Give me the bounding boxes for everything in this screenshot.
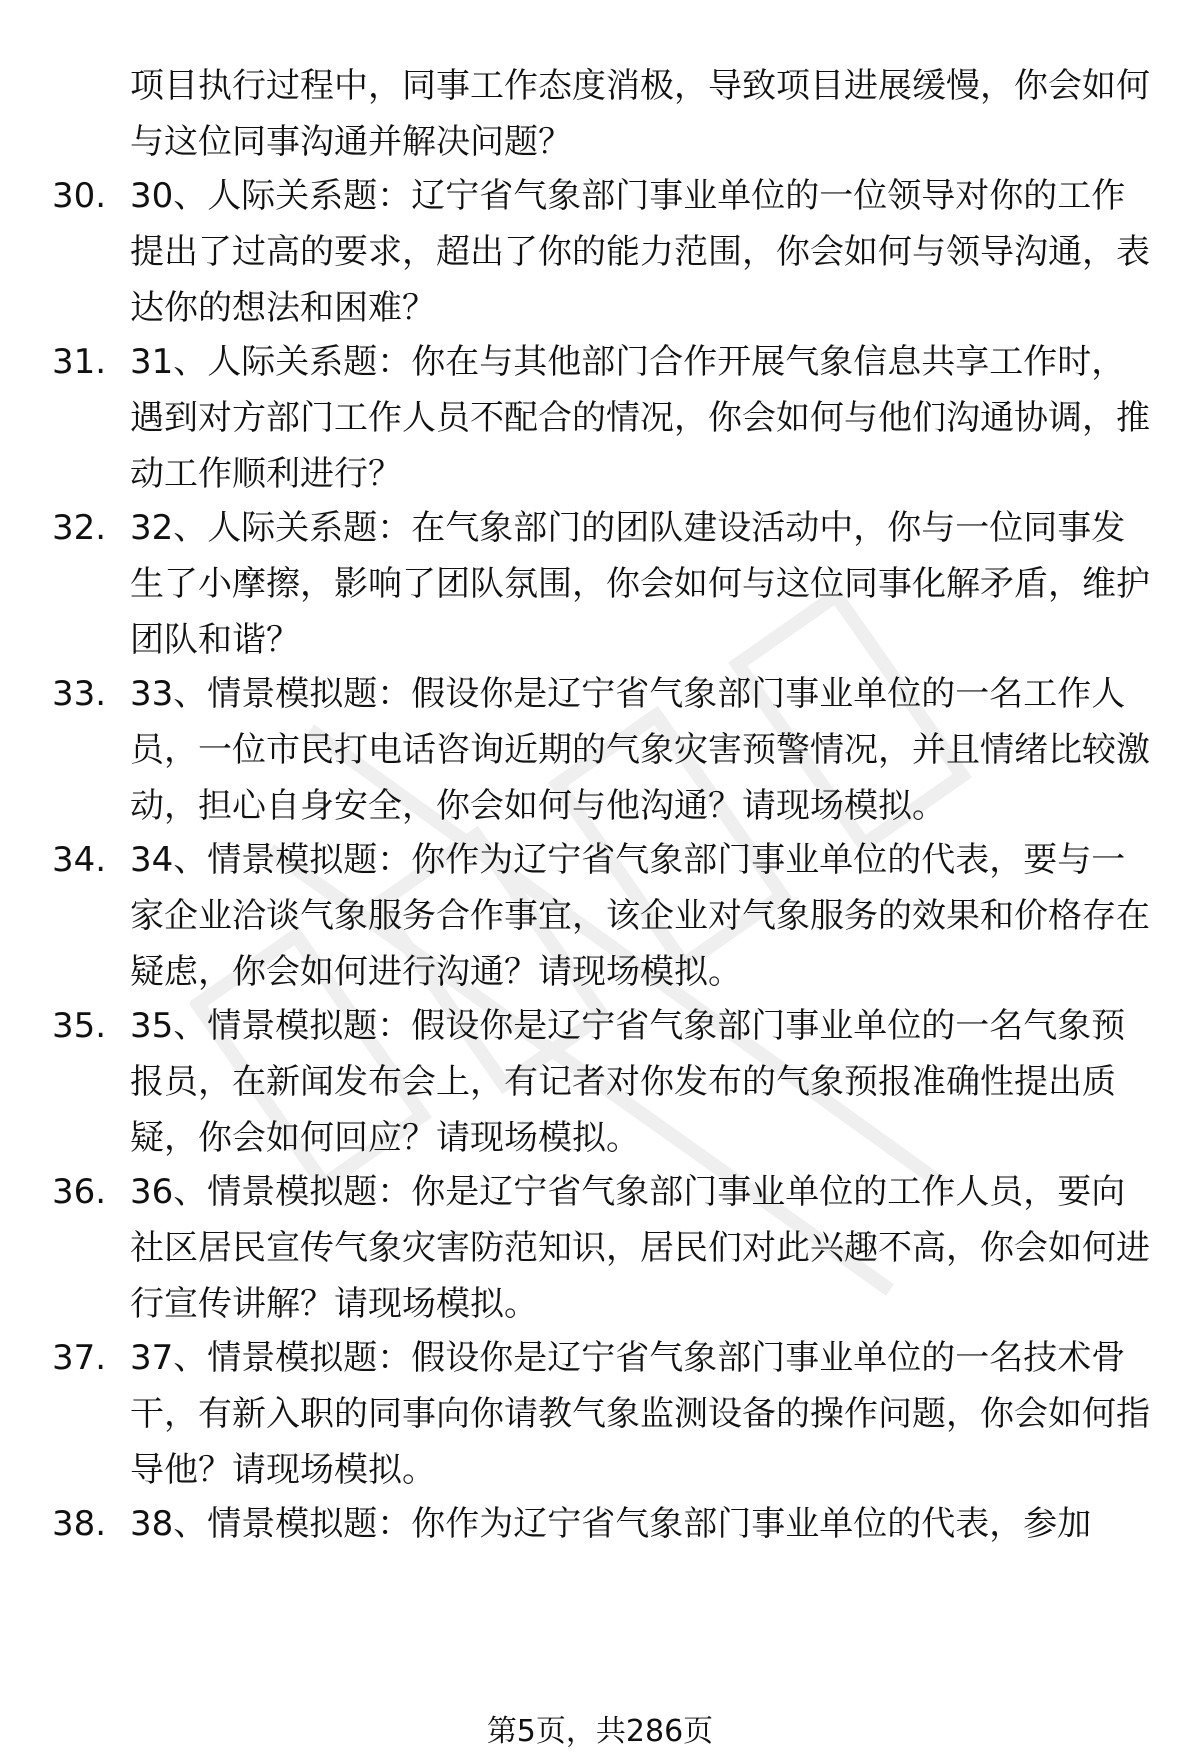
list-item (52, 334, 1152, 502)
item-text: 36、情景模拟题：你是辽宁省气象部门事业单位的工作人员，要向社区居民宣传气象灾害防范知识，居民们对此兴趣不高，你会如何进行宣传讲解？请现场模拟。 (130, 1172, 1150, 1324)
item-text: 34、情景模拟题：你作为辽宁省气象部门事业单位的代表，要与一家企业洽谈气象服务合作事宜，该企业对气象服务的效果和价格存在疑虑，你会如何进行沟通？请现场模拟。 (130, 840, 1150, 992)
item-number: 36. (52, 1172, 107, 1212)
list-item (52, 666, 1152, 834)
item-number: 37. (52, 1338, 107, 1378)
item-number: 38. (52, 1504, 107, 1544)
item-number: 34. (52, 840, 107, 880)
item-number: 30. (52, 176, 107, 216)
list-item (52, 1164, 1152, 1332)
continuation-text: 项目执行过程中，同事工作态度消极，导致项目进展缓慢，你会如何与这位同事沟通并解决问题？ (130, 66, 1150, 162)
item-number: 35. (52, 1006, 107, 1046)
item-text: 30、人际关系题：辽宁省气象部门事业单位的一位领导对你的工作提出了过高的要求，超出了你的能力范围，你会如何与领导沟通，表达你的想法和困难？ (130, 176, 1150, 328)
list-item (52, 832, 1152, 1000)
list-item (52, 1330, 1152, 1498)
item-text: 33、情景模拟题：假设你是辽宁省气象部门事业单位的一名工作人员，一位市民打电话咨询近期的气象灾害预警情况，并且情绪比较激动，担心自身安全，你会如何与他沟通？请现场模拟。 (130, 674, 1150, 826)
item-text: 32、人际关系题：在气象部门的团队建设活动中，你与一位同事发生了小摩擦，影响了团队氛围，你会如何与这位同事化解矛盾，维护团队和谐？ (130, 508, 1150, 660)
list-item (52, 168, 1152, 336)
item-number: 33. (52, 674, 107, 714)
item-text: 37、情景模拟题：假设你是辽宁省气象部门事业单位的一名技术骨干，有新入职的同事向你请教气象监测设备的操作问题，你会如何指导他？请现场模拟。 (130, 1338, 1150, 1490)
item-number: 32. (52, 508, 107, 548)
list-item (52, 500, 1152, 668)
item-number: 31. (52, 342, 107, 382)
page-footer: 第5页，共286页 (486, 1714, 714, 1749)
list-item (52, 1496, 1152, 1552)
item-text: 35、情景模拟题：假设你是辽宁省气象部门事业单位的一名气象预报员，在新闻发布会上，有记者对你发布的气象预报准确性提出质疑，你会如何回应？请现场模拟。 (130, 1006, 1126, 1158)
item-text: 31、人际关系题：你在与其他部门合作开展气象信息共享工作时，遇到对方部门工作人员不配合的情况，你会如何与他们沟通协调，推动工作顺利进行？ (130, 342, 1150, 494)
list-item (52, 998, 1152, 1166)
item-text: 38、情景模拟题：你作为辽宁省气象部门事业单位的代表，参加 (130, 1504, 1092, 1544)
